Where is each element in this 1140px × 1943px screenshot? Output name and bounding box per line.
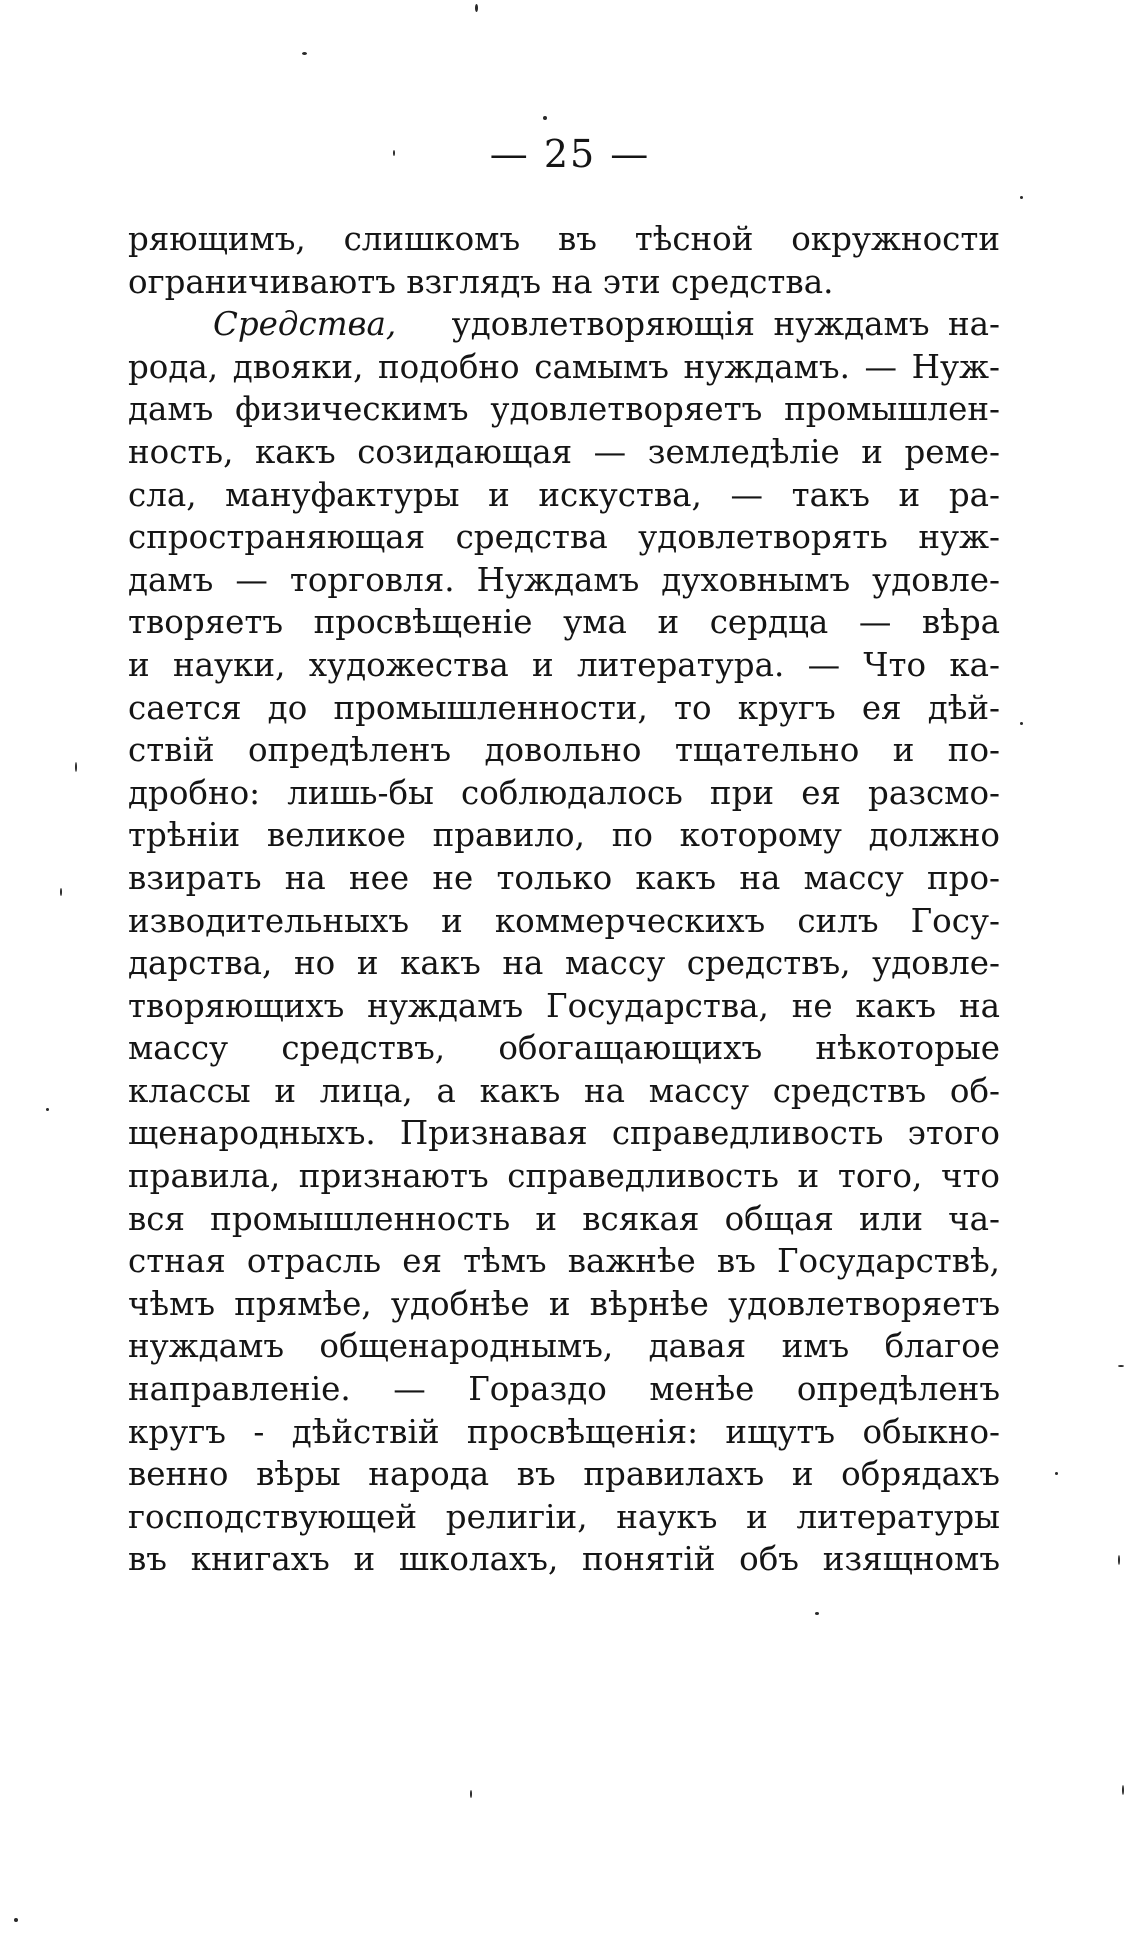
- scan-speck: [60, 888, 62, 896]
- scan-speck: [1020, 722, 1023, 725]
- scan-speck: [1118, 1555, 1120, 1565]
- scan-speck: [475, 4, 478, 12]
- text-line: ность, какъ созидающая — земледѣліе и реме-: [128, 432, 1000, 471]
- text-line: чѣмъ прямѣе, удобнѣе и вѣрнѣе удовлетворяетъ: [128, 1284, 1000, 1323]
- text-line: направленіе. — Гораздо менѣе опредѣленъ: [128, 1370, 1000, 1409]
- text-line: и науки, художества и литература. — Что ка-: [128, 645, 1000, 684]
- text-line: сается до промышленности, то кругъ ея дѣй-: [128, 688, 1000, 727]
- text-line: изводительныхъ и коммерческихъ силъ Госу-: [128, 901, 1000, 940]
- body-text: [128, 218, 1000, 1581]
- scan-speck: [1020, 196, 1023, 199]
- text-line: дамъ — торговля. Нуждамъ духовнымъ удовле-: [128, 560, 1000, 599]
- scan-speck: [1118, 1365, 1124, 1367]
- text-line: ограничиваютъ взглядъ на эти средства.: [128, 262, 834, 301]
- text-line: рода, двояки, подобно самымъ нуждамъ. — Нуж-: [128, 347, 1000, 386]
- text-line: творяетъ просвѣщеніе ума и сердца — вѣра: [128, 603, 1000, 642]
- scan-speck: [302, 52, 307, 55]
- text-line: ствій опредѣленъ довольно тщательно и по-: [128, 731, 1000, 770]
- text-line: господствующей религіи, наукъ и литературы: [128, 1497, 1000, 1536]
- text-line: нуждамъ общенароднымъ, давая имъ благое: [128, 1327, 1000, 1366]
- text-line: дробно: лишь-бы соблюдалось при ея разсмо-: [128, 773, 1000, 812]
- text-line: творяющихъ нуждамъ Государства, не какъ на: [128, 986, 1000, 1025]
- text-line: правила, признаютъ справедливость и того, что: [128, 1157, 1000, 1196]
- text-line-paragraph-start: [128, 303, 1000, 346]
- text-line: взирать на нее не только какъ на массу про-: [128, 858, 1000, 897]
- text-line: дарства, но и какъ на массу средствъ, удовле-: [128, 944, 1000, 983]
- scan-speck: [543, 116, 547, 120]
- scan-speck: [470, 1790, 472, 1798]
- text-line: стная отрасль ея тѣмъ важнѣе въ Государствѣ,: [128, 1242, 1000, 1281]
- scan-speck: [393, 150, 395, 156]
- text-line: вся промышленность и всякая общая или ча-: [128, 1199, 1000, 1238]
- scan-speck: [14, 1918, 18, 1922]
- scan-speck: [46, 1108, 49, 1111]
- page-number: — 25 —: [489, 132, 651, 176]
- text-line: въ книгахъ и школахъ, понятій объ изящномъ: [128, 1540, 1000, 1579]
- text-line: спространяющая средства удовлетворять нуж-: [128, 518, 1000, 557]
- text-line-rest: удовлетворяющія нуждамъ на-: [451, 305, 1000, 344]
- text-line: массу средствъ, обогащающихъ нѣкоторые: [128, 1029, 1000, 1068]
- scan-speck: [1122, 1785, 1124, 1795]
- text-line: трѣніи великое правило, по которому должно: [128, 816, 1000, 855]
- text-line: ряющимъ, слишкомъ въ тѣсной окружности: [128, 220, 1000, 258]
- scan-speck: [1055, 1472, 1058, 1475]
- emphasis-word: Средства,: [213, 305, 397, 344]
- text-line: сла, мануфактуры и искуства, — такъ и ра-: [128, 475, 1000, 514]
- text-line: щенародныхъ. Признавая справедливость этого: [128, 1114, 1000, 1153]
- text-line: классы и лица, а какъ на массу средствъ об-: [128, 1071, 1000, 1110]
- scan-speck: [75, 762, 77, 772]
- text-line: дамъ физическимъ удовлетворяетъ промышлен-: [128, 390, 1000, 429]
- scan-speck: [815, 1612, 819, 1615]
- text-line: венно вѣры народа въ правилахъ и обрядахъ: [128, 1455, 1000, 1494]
- text-line: кругъ - дѣйствій просвѣщенія: ищутъ обыкно-: [128, 1412, 1000, 1451]
